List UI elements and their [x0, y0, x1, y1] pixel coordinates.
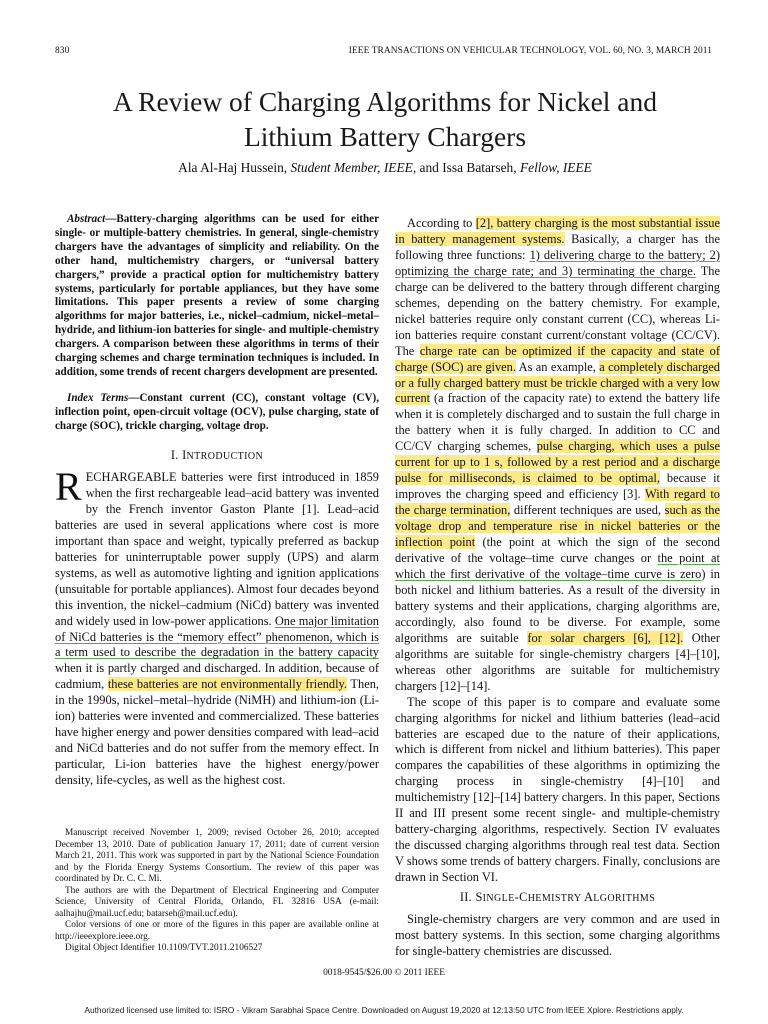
section-2-t2-rest: HEMISTRY — [527, 893, 584, 904]
intro-highlight-environment: these batteries are not environmentally friendly. — [107, 677, 348, 692]
section-2-t3: A — [583, 890, 594, 904]
section-1-body — [55, 464, 379, 789]
rc-highlight-7: for solar chargers [6], [12]. — [527, 630, 684, 645]
abstract — [55, 213, 379, 380]
footnotes — [55, 828, 379, 955]
rc-text-e: (a fraction of the capacity rate) to extend the battery life when it is completely discharged and to sustain the full charge in the battery when it is fully charged. In addition to CC and CC/CV charging schemes, — [395, 391, 720, 454]
abstract-text: —Battery-charging algorithms can be used for either single- or multiple-battery chemistries. In general, single-chemistry chargers have the advantages of simplicity and reliability. On the other hand, multichemistry chargers, or “universal battery chargers,” provide a practical option for multichemistry battery systems, particularly for portable appliances, but they have some limitations. This paper presents a review of some charging algorithms for major batteries, i.e., nickel–cadmium, nickel–metal–hydride, and lithium-ion batteries for single- and multiple-chemistry chargers. A comparison between these algorithms in terms of their charging schemes and charge termination techniques is included. In addition, some trends of recent chargers development are presented. — [55, 213, 379, 378]
section-1-heading — [55, 448, 379, 465]
index-terms-label: Index Terms — [67, 392, 129, 404]
rc-text-i: ) in both nickel and lithium batteries. As a result of the diversity in battery systems and their applications, charging algorithms are, accordingly, also found to be diverse. For example, some algorithms are suitable — [395, 566, 720, 645]
rc-text-f: because it improves the charging speed and efficiency [3]. — [395, 471, 720, 502]
rc-underline-1: 1) delivering charge to the battery; 2) optimizing the charge rate; and 3) terminating the charge. — [395, 247, 721, 278]
rc-highlight-6: such as the voltage drop and temperature rise in nickel batteries or the inflection point — [395, 503, 720, 550]
section-1-title-first: I — [182, 448, 187, 462]
section-2-dash: - — [514, 890, 520, 904]
intro-underline-memory-effect: One major limitation of NiCd batteries is the “memory effect” phenomenon, which is a term used to describe the degradation in the battery capacity — [55, 613, 379, 660]
index-terms-text: —Constant current (CC), constant voltage (CV), inflection point, open-circuit voltage (OCV), pulse charging, state of charge (SOC), trickle charging, voltage drop. — [55, 392, 379, 432]
right-column — [395, 216, 720, 886]
rc-text-b: Basically, a charger has the following three functions: — [395, 231, 720, 262]
intro-text-a: ECHARGEABLE batteries were first introduced in 1859 when the first rechargeable lead–acid battery was invented by the French inventor Gaston Plante [1]. Lead–acid batteries are used in several applications where cost is more important than space and weight, typically preferred as backup batteries for uninterruptable power supply (UPS) and alarm systems, as well as automotive lighting and ignition applications (unsuitable for portable appliances). Almost four decades beyond this invention, the nickel–cadmium (NiCd) battery was invented and widely used in low-power applications. — [55, 470, 379, 628]
rc-text-g: different techniques are used, — [510, 503, 665, 518]
title-line-1: A Review of Charging Algorithms for Nickel and — [112, 86, 658, 117]
footnote-affiliation: The authors are with the Department of Electrical Engineering and Computer Science, University of Central Florida, Orlando, FL 32816 USA (e-mail: aalhajhu@mail.ucf.edu; batarseh@mail.ucf.edu). — [55, 885, 379, 919]
rc-text-d: As an example, — [515, 359, 600, 374]
paper-title — [40, 84, 730, 154]
intro-text-b: when it is partly charged and discharged. In addition, because of cadmium, — [55, 661, 379, 692]
rc-text-h: (the point at which the sign of the second derivative of the voltage–time curve changes or — [395, 535, 720, 566]
journal-header: IEEE TRANSACTIONS ON VEHICULAR TECHNOLOGY, VOL. 60, NO. 3, MARCH 2011 — [348, 46, 712, 56]
rc-highlight-3: a completely discharged or a fully charged battery must be trickle charged with a very low current — [395, 359, 720, 406]
rc-text-j: Other algorithms are suitable for single-chemistry chargers [4]–[10], whereas other algorithms are suitable for multichemistry chargers [12]–[14]. — [395, 630, 720, 693]
rc-underline-2: the point at which the first derivative of the voltage–time curve is zero — [395, 551, 720, 581]
rc-highlight-1: [2], battery charging is the most substantial issue in battery management systems. — [395, 216, 720, 246]
footnote-color: Color versions of one or more of the figures in this paper are available online at http://ieeexplore.ieee.org. — [55, 920, 379, 942]
author-1: Ala Al-Haj Hussein, — [178, 160, 288, 175]
author-line — [40, 160, 730, 176]
title-line-2: Lithium Battery Chargers — [243, 121, 527, 152]
section-2-t1: S — [475, 890, 483, 904]
author-2-role: Fellow, IEEE — [519, 160, 592, 175]
drop-cap: R — [55, 464, 82, 509]
author-1-role: Student Member, IEEE, — [290, 160, 417, 175]
intro-text-c: Then, in the 1990s, nickel–metal–hydride (NiMH) and lithium-ion (Li-ion) batteries were invented and commercialized. These batteries have higher energy and power densities compared with lead–acid and NiCd batteries and do not suffer from the memory effect. In particular, Li-ion batteries have the highest energy/power density, life-cycles, as well as the highest cost. — [55, 677, 379, 788]
index-terms — [55, 392, 379, 434]
section-1-number: I. — [170, 448, 179, 462]
author-conj: and Issa Batarseh, — [419, 160, 517, 175]
rc-highlight-2: charge rate can be optimized if the capacity and state of charge (SOC) are given. — [395, 343, 720, 374]
section-2-t2: C — [519, 890, 528, 904]
section-1-title-rest: NTRODUCTION — [186, 451, 264, 462]
rc-text-a: According to — [407, 216, 476, 230]
rc-highlight-4: pulse charging, which uses a pulse current for up to 1 s, followed by a rest period and a discharge pulse for milliseconds, is claimed to be optimal, — [395, 439, 721, 486]
rc-highlight-5: With regard to the charge termination, — [395, 487, 720, 518]
footnote-doi: Digital Object Identifier 10.1109/TVT.2011.2106527 — [65, 943, 263, 953]
section-2-body — [395, 912, 720, 960]
right-paragraph-2: The scope of this paper is to compare and evaluate some charging algorithms for nickel and lithium batteries (lead–acid batteries are escaped due to the nature of their applications, which is different from nickel and lithium batteries). This paper compares the capabilities of these algorithms in optimizing the charging process in single-chemistry [4]–[10] and multichemistry [12]–[14] battery chargers. In this paper, Sections II and III present some recent single- and multiple-chemistry battery-charging algorithms, respectively. Section IV evaluates the discussed charging algorithms through real test data. Section V shows some trends of battery chargers. Finally, conclusions are drawn in Section VI. — [395, 694, 720, 885]
license-notice: Authorized licensed use limited to: ISRO - Vikram Sarabhai Space Centre. Downloaded on August 19,2020 at 12:13:50 UTC from IEEE Xplore. Restrictions apply. — [84, 1005, 684, 1015]
section-2-t3-rest: LGORITHMS — [593, 893, 656, 904]
abstract-label: Abstract — [67, 213, 106, 225]
section-2-heading — [395, 890, 720, 907]
section-2-paragraph: Single-chemistry chargers are very common and are used in most battery systems. In this section, some charging algorithms for single-battery chemistries are discussed. — [395, 912, 720, 958]
footnote-manuscript: Manuscript received November 1, 2009; revised October 26, 2010; accepted December 13, 2010. Date of publication January 17, 2011; date of current version March 21, 2011. This work was supported in part by the National Science Foundation and by the Florida Energy Systems Consortium. The review of this paper was coordinated by Dr. C. C. Mi. — [55, 828, 379, 884]
page-number: 830 — [55, 46, 70, 56]
rc-text-c: The charge can be delivered to the battery through different charging schemes, depending on the battery chemistry. For example, nickel batteries require only constant current (CC), whereas Li-ion batteries require constant current/constant voltage (CC/CV). The — [395, 263, 720, 358]
section-2-t1-rest: INGLE — [482, 893, 515, 904]
right-paragraph-1 — [395, 216, 720, 695]
section-2-number: II. — [459, 890, 473, 904]
copyright-line: 0018-9545/$26.00 © 2011 IEEE — [323, 968, 445, 978]
